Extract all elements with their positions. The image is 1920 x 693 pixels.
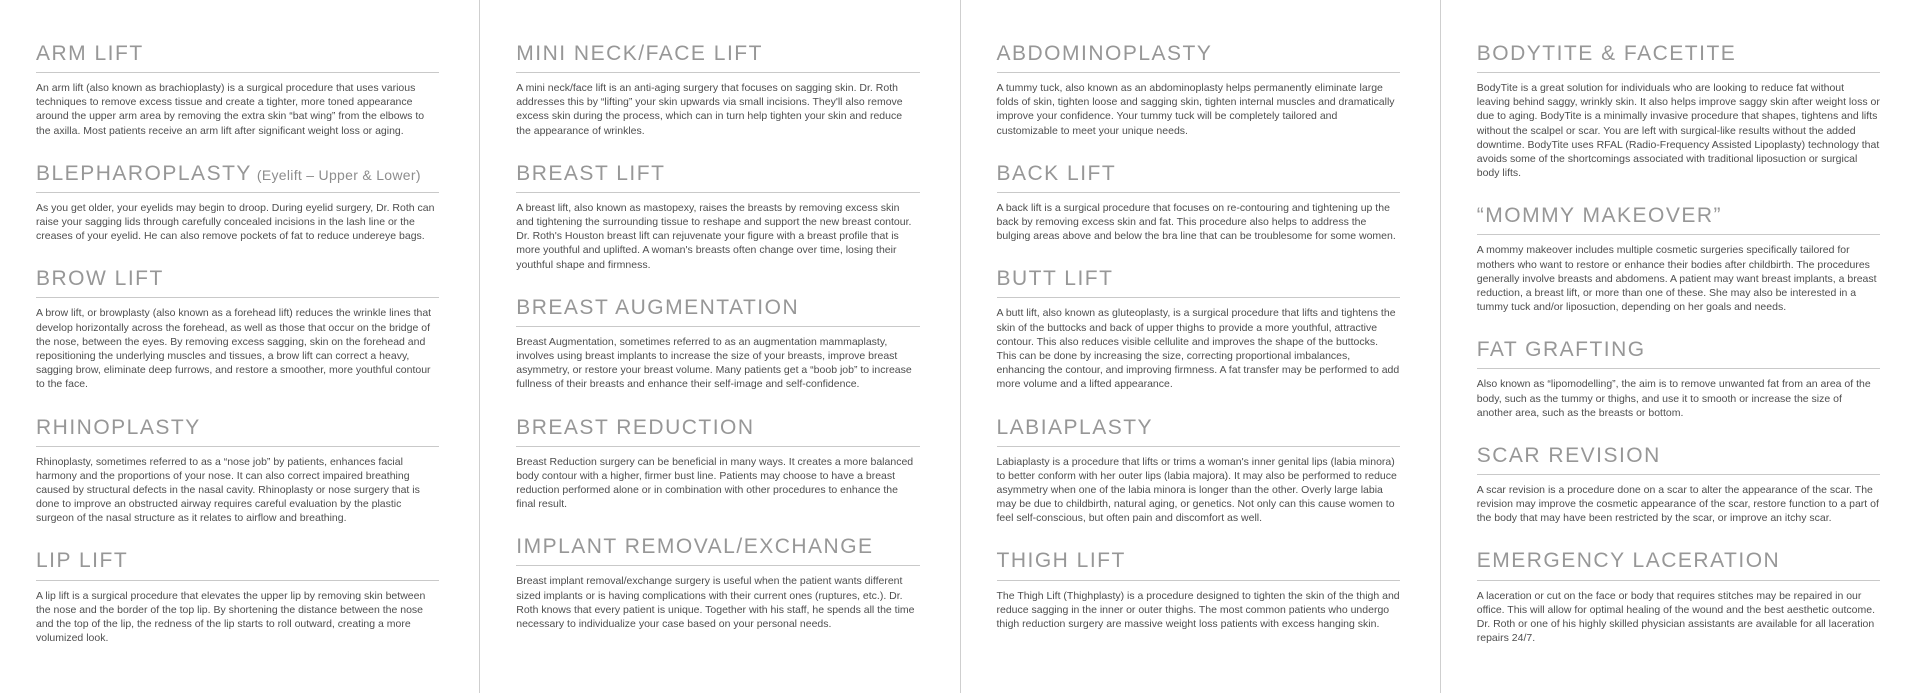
procedure-description: A tummy tuck, also known as an abdominoplasty helps permanently eliminate large folds of skin, tighten loose and sagging skin, tighten internal muscles and dramatically improve your confidence. Your tummy tuck will be completely tailored and customizable to meet your unique needs. <box>996 82 1395 137</box>
procedure-title-text: BACK LIFT <box>996 161 1117 185</box>
procedure-title-text: EMERGENCY LACERATION <box>1476 549 1781 573</box>
section-breast-lift <box>516 162 919 272</box>
section-bodytite-facetite <box>1477 42 1880 180</box>
section-rhinoplasty <box>36 416 439 526</box>
procedure-description: A lip lift is a surgical procedure that elevates the upper lip by removing skin between the nose and the border of the top lip. By shortening the distance between the nose and the top of the lip, the redness of the lip starts to roll outward, creating a more volumized look. <box>36 589 426 645</box>
procedure-description: Also known as “lipomodelling”, the aim is to remove unwanted fat from an area of the body, such as the tummy or thighs, and use it to smooth or increase the size of another area, such as the breasts or bottom. <box>1476 378 1871 419</box>
procedure-description: The Thigh Lift (Thighplasty) is a procedure designed to tighten the skin of the thigh and reduce sagging in the inner or outer thighs. The most common patients who undergo thigh reduction surgery are massive weight loss patients with excess hanging skin. <box>996 589 1400 630</box>
procedure-title-text: IMPLANT REMOVAL/EXCHANGE <box>516 535 874 559</box>
procedure-description: An arm lift (also known as brachioplasty) is a surgical procedure that uses various techniques to remove excess tissue and create a tighter, more toned appearance around the upper arm area by removing the extra skin “bat wing” from the elbows to the axilla. Most patients receive an arm lift after significant weight loss or aging. <box>36 82 425 137</box>
section-brow-lift <box>36 267 439 391</box>
section-implant-removal-exchange <box>516 535 919 631</box>
procedure-title-text: BREAST AUGMENTATION <box>516 295 800 319</box>
column-4 <box>1440 0 1920 693</box>
procedure-title <box>516 535 919 566</box>
procedure-description: A mommy makeover includes multiple cosmetic surgeries specifically tailored for mothers who want to restore or enhance their bodies after childbirth. The procedures generally involve breasts and abdomens. A patient may want breast implants, a breast reduction, a breast lift, or more than one of these. She may also be interested in a tummy tuck and/or liposuction, depending on her goals and needs. <box>1476 244 1877 314</box>
procedure-title <box>997 42 1400 73</box>
procedure-title <box>997 549 1400 580</box>
procedure-title-text: BUTT LIFT <box>996 267 1114 291</box>
procedure-title-text: LIP LIFT <box>36 549 129 573</box>
procedure-title-text: BLEPHAROPLASTY <box>36 161 252 185</box>
procedure-description: A breast lift, also known as mastopexy, raises the breasts by removing excess skin and tightening the surrounding tissue to reshape and support the new breast contour. Dr. Roth's Houston breast lift can rejuvenate your figure with a breast profile that is more youthful and uplifted. A woman's breasts often change over time, losing their youthful shape and firmness. <box>516 201 912 271</box>
procedure-description: A laceration or cut on the face or body that requires stitches may be repaired in our office. This will allow for optimal healing of the wound and the best aesthetic outcome. Dr. Roth or one of his highly skilled physician assistants are available for all laceration repairs 24/7. <box>1476 589 1876 645</box>
procedure-title <box>1477 338 1880 369</box>
procedure-description: A butt lift, also known as gluteoplasty, is a surgical procedure that lifts and tightens the skin of the buttocks and back of upper thighs to provide a more youthful, attractive contour. This also reduces visible cellulite and improves the shape of the buttocks. This can be done by increasing the size, correcting proportional imbalances, enhancing the contour, and improving firmness. A fat transfer may be performed to add more volume and a lifted appearance. <box>996 307 1400 391</box>
procedure-description: BodyTite is a great solution for individuals who are looking to reduce fat without leaving behind saggy, wrinkly skin. It also helps improve saggy skin after weight loss or due to aging. BodyTite is a minimally invasive procedure that shapes, tightens and lifts without the scalpel or scar. You are left with surgical-like results without the added downtime. BodyTite uses RFAL (Radio-Frequency Assisted Lipoplasty) technology that avoids some of the shortcomings associated with traditional liposuction or surgical body lifts. <box>1476 82 1880 180</box>
column-1 <box>0 0 479 693</box>
procedure-title-text: ABDOMINOPLASTY <box>996 42 1213 65</box>
section-breast-reduction <box>516 416 919 512</box>
procedure-title <box>1477 549 1880 580</box>
section-scar-revision <box>1477 444 1880 526</box>
procedure-title <box>997 162 1400 193</box>
section-lip-lift <box>36 549 439 645</box>
procedure-title <box>36 162 439 193</box>
procedure-title-text: BROW LIFT <box>36 267 164 291</box>
section-thigh-lift <box>997 549 1400 631</box>
procedure-title-text: BREAST LIFT <box>516 161 666 185</box>
section-back-lift <box>997 162 1400 244</box>
procedure-title <box>36 42 439 73</box>
column-2 <box>479 0 959 693</box>
procedure-description: A back lift is a surgical procedure that focuses on re-contouring and tightening up the back by removing excess skin and fat. This procedure also helps to address the bulging areas above and below the bra line that can be troublesome for some women. <box>996 201 1396 243</box>
procedure-description: As you get older, your eyelids may begin to droop. During eyelid surgery, Dr. Roth can raise your sagging lids through carefully concealed incisions in the lash line or the creases of your eyelid. He can also remove pockets of fat to reduce undereye bags. <box>36 201 435 243</box>
procedure-title-text: BODYTITE & FACETITE <box>1476 42 1737 65</box>
procedure-title-text: RHINOPLASTY <box>36 415 201 439</box>
procedure-title-text: LABIAPLASTY <box>996 415 1154 439</box>
procedure-description: Rhinoplasty, sometimes referred to as a “nose job” by patients, enhances facial harmony and the proportions of your nose. It can also correct impaired breathing caused by structural defects in the nasal cavity. Rhinoplasty or nose surgery that is done to improve an obstructed airway requires careful evaluation by the plastic surgeon of the nasal structure as it relates to airflow and breathing. <box>36 455 420 525</box>
procedure-title <box>36 549 439 580</box>
procedure-title-text: ARM LIFT <box>36 42 144 65</box>
procedure-description: Breast implant removal/exchange surgery is useful when the patient wants different sized implants or is having complications with their current ones (ruptures, etc.). Dr. Roth knows that every patient is unique. Together with his staff, he spends all the time necessary to individualize your case based on your personal needs. <box>516 575 915 630</box>
procedure-description: Breast Reduction surgery can be beneficial in many ways. It creates a more balanced body contour with a higher, firmer bust line. Patients may choose to have a breast reduction performed alone or in combination with other procedures to enhance the final result. <box>516 455 914 511</box>
column-3 <box>960 0 1440 693</box>
procedure-title-text: BREAST REDUCTION <box>516 415 755 439</box>
section-mommy-makeover <box>1477 204 1880 314</box>
procedure-title <box>36 416 439 447</box>
section-abdominoplasty <box>997 42 1400 138</box>
section-blepharoplasty <box>36 162 439 244</box>
procedure-title-text: THIGH LIFT <box>996 549 1126 573</box>
procedure-title <box>997 267 1400 298</box>
section-emergency-laceration <box>1477 549 1880 645</box>
section-butt-lift <box>997 267 1400 391</box>
procedure-title-text: “MOMMY MAKEOVER” <box>1476 204 1723 228</box>
procedure-title <box>516 416 919 447</box>
procedure-description: A brow lift, or browplasty (also known as a forehead lift) reduces the wrinkle lines that develop horizontally across the forehead, as well as those that occur on the bridge of the nose, between the eyes. By removing excess sagging, skin on the forehead and repositioning the underlying muscles and tissues, a brow lift can correct a heavy, sagging brow, eliminate deep furrows, and restore a smoother, more youthful contour to the face. <box>36 307 432 391</box>
procedure-title <box>516 42 919 73</box>
section-labiaplasty <box>997 416 1400 526</box>
procedure-title <box>1477 444 1880 475</box>
procedure-title <box>36 267 439 298</box>
section-breast-augmentation <box>516 296 919 392</box>
procedure-title-text: FAT GRAFTING <box>1476 338 1646 362</box>
procedure-description: Labiaplasty is a procedure that lifts or trims a woman's inner genital lips (labia minora) to better conform with her outer lips (labia majora). It may also be performed to reduce asymmetry when one of the labia minora is longer than the other. Overly large labia may be due to childbirth, natural aging, or genetics. Not only can this cause women to feel self-conscious, but often pain and discomfort as well. <box>996 455 1397 525</box>
procedure-description: A scar revision is a procedure done on a scar to alter the appearance of the scar. The revision may improve the cosmetic appearance of the scar, restore function to a part of the body that may have been restricted by the scar, or improve an itchy scar. <box>1476 483 1879 525</box>
procedure-title-subtitle: (Eyelift – Upper & Lower) <box>256 166 421 183</box>
procedure-title <box>1477 204 1880 235</box>
section-fat-grafting <box>1477 338 1880 420</box>
procedure-title <box>997 416 1400 447</box>
procedure-description: A mini neck/face lift is an anti-aging surgery that focuses on sagging skin. Dr. Roth addresses this by “lifting” your skin upwards via small incisions. They'll also remove excess skin during the process, which can in turn help tighten your skin and reduce the appearance of wrinkles. <box>516 82 903 137</box>
procedure-description: Breast Augmentation, sometimes referred to as an augmentation mammaplasty, involves using breast implants to increase the size of your breasts, improve breast asymmetry, or restore your breast volume. Many patients get a “boob job” to increase fullness of their breasts and enhance their self-image and self-confidence. <box>516 335 912 391</box>
procedure-title-text: MINI NECK/FACE LIFT <box>516 42 763 65</box>
procedure-title <box>516 162 919 193</box>
procedure-title <box>1477 42 1880 73</box>
procedure-title <box>516 296 919 327</box>
section-mini-neck-face-lift <box>516 42 919 138</box>
procedure-title-text: SCAR REVISION <box>1476 443 1661 467</box>
section-arm-lift <box>36 42 439 138</box>
